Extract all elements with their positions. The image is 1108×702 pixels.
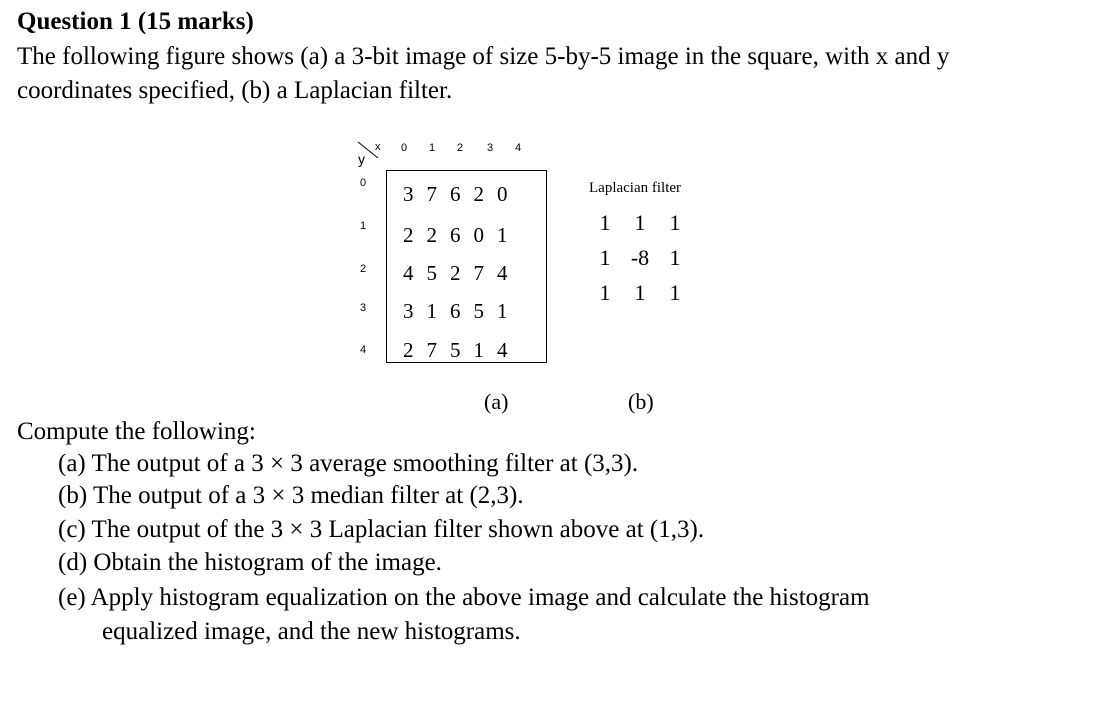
image-row-3	[403, 299, 521, 324]
pixel: 2	[403, 338, 414, 362]
tasks-heading: Compute the following:	[17, 418, 256, 445]
kernel-value: 1	[669, 280, 681, 305]
x-index-2: 2	[457, 142, 464, 154]
x-index-3: 3	[487, 142, 494, 154]
pixel: 7	[473, 261, 484, 285]
pixel: 2	[450, 261, 461, 285]
pixel: 3	[403, 299, 414, 323]
kernel-value: 1	[599, 280, 611, 305]
laplacian-row-2	[592, 280, 688, 306]
y-index-2: 2	[360, 263, 367, 275]
image-row-2	[403, 261, 521, 286]
pixel: 6	[450, 182, 461, 206]
pixel: 5	[473, 299, 484, 323]
kernel-value: 1	[599, 210, 611, 235]
x-axis-label: x	[375, 141, 381, 153]
task-e-line-1: (e) Apply histogram equalization on the above image and calculate the histogram	[58, 584, 870, 611]
pixel: 1	[426, 299, 437, 323]
kernel-value: 1	[669, 210, 681, 235]
pixel: 6	[450, 299, 461, 323]
pixel: 0	[497, 182, 508, 206]
pixel: 1	[473, 338, 484, 362]
y-index-0: 0	[360, 177, 367, 189]
y-index-3: 3	[360, 302, 367, 314]
kernel-value: 1	[634, 210, 646, 235]
kernel-value: -8	[630, 245, 650, 270]
pixel: 7	[426, 182, 437, 206]
y-index-4: 4	[360, 344, 367, 356]
task-e-line-2: equalized image, and the new histograms.	[102, 618, 521, 645]
image-row-4	[403, 338, 521, 363]
pixel: 6	[450, 223, 461, 247]
task-d: (d) Obtain the histogram of the image.	[58, 549, 442, 576]
laplacian-row-0	[592, 210, 688, 236]
task-c: (c) The output of the 3 × 3 Laplacian filter shown above at (1,3).	[58, 516, 705, 543]
laplacian-row-1	[592, 245, 688, 271]
x-index-0: 0	[401, 142, 408, 154]
pixel: 4	[497, 338, 508, 362]
question-intro-line-1: The following figure shows (a) a 3-bit image of size 5-by-5 image in the square, with x and y	[17, 43, 950, 70]
pixel: 1	[497, 223, 508, 247]
pixel: 5	[426, 261, 437, 285]
pixel: 1	[497, 299, 508, 323]
kernel-value: 1	[634, 280, 646, 305]
image-row-1	[403, 223, 521, 248]
caption-b: (b)	[628, 389, 654, 414]
y-index-1: 1	[360, 220, 367, 232]
pixel: 2	[426, 223, 437, 247]
image-row-0	[403, 182, 521, 207]
pixel: 5	[450, 338, 461, 362]
x-index-1: 1	[429, 142, 436, 154]
pixel: 2	[403, 223, 414, 247]
question-title: Question 1 (15 marks)	[17, 8, 254, 35]
pixel: 4	[403, 261, 414, 285]
task-a: (a) The output of a 3 × 3 average smoothing filter at (3,3).	[58, 450, 639, 477]
pixel: 0	[473, 223, 484, 247]
laplacian-title: Laplacian filter	[589, 180, 682, 196]
kernel-value: 1	[669, 245, 681, 270]
pixel: 2	[473, 182, 484, 206]
y-axis-label: y	[358, 151, 365, 167]
x-index-4: 4	[515, 142, 522, 154]
pixel: 3	[403, 182, 414, 206]
pixel: 7	[426, 338, 437, 362]
kernel-value: 1	[599, 245, 611, 270]
caption-a: (a)	[484, 389, 509, 414]
task-b: (b) The output of a 3 × 3 median filter at (2,3).	[58, 482, 524, 509]
pixel: 4	[497, 261, 508, 285]
question-intro-line-2: coordinates specified, (b) a Laplacian filter.	[17, 77, 453, 104]
